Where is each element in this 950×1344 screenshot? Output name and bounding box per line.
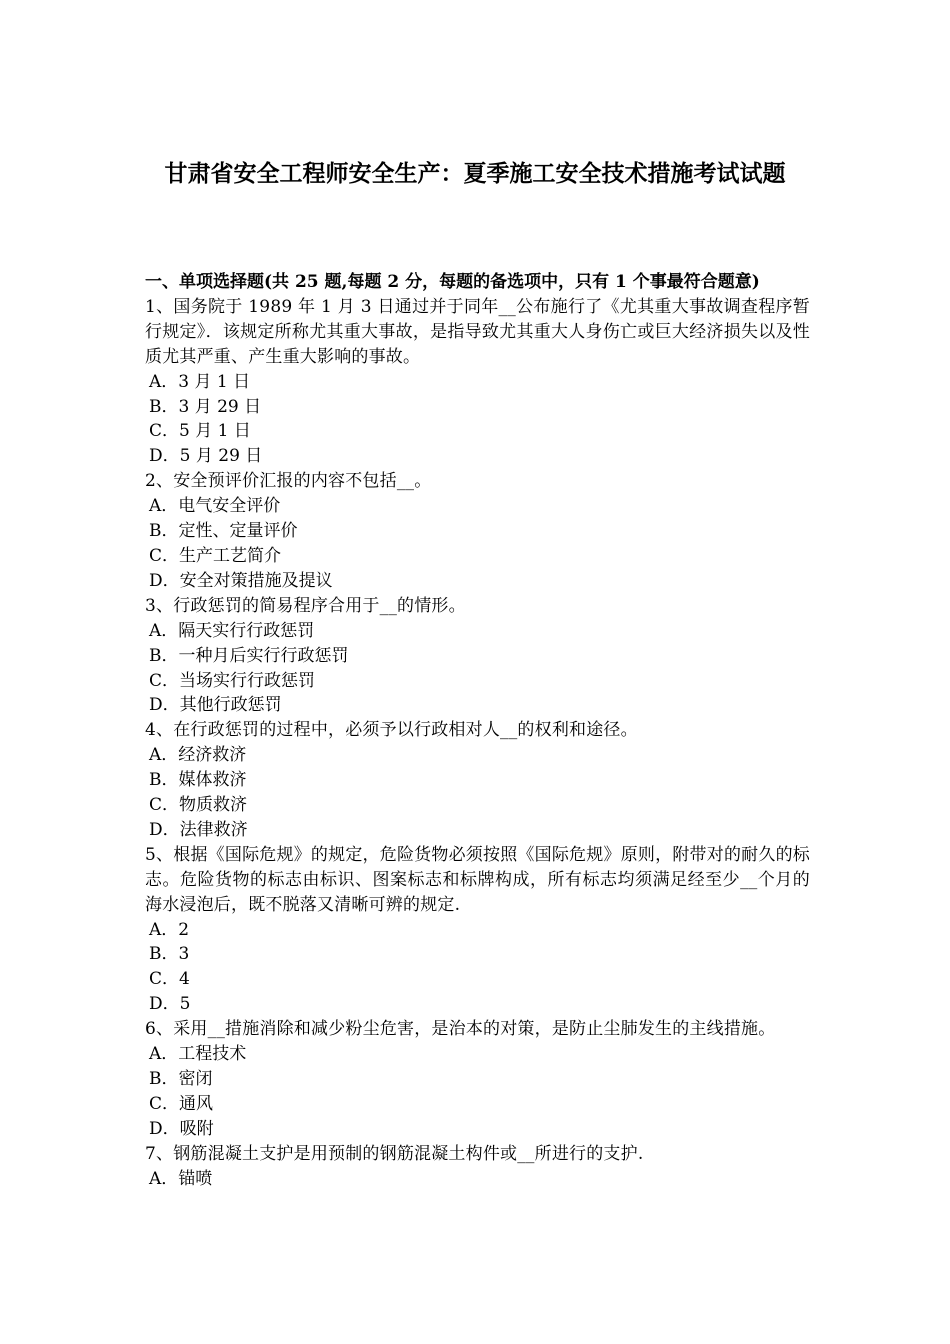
question-text: 5、根据《国际危规》的规定，危险货物必须按照《国际危规》原则，附带对的耐久的标志。危险货物的标志由标识、图案标志和标牌构成，所有标志均须满足经至少__个月的海水浸泡后，既不脱落又清晰可辨的规定. [145,844,810,915]
option-item: B．3 月 29 日 [149,396,262,417]
section-heading: 一、单项选择题(共 25 题,每题 2 分，每题的备选项中，只有 1 个事最符合题意) [145,272,760,292]
option-item: A．锚喷 [149,1168,213,1189]
question-text: 3、行政惩罚的简易程序合用于__的情形。 [145,595,466,616]
option-item: A．工程技术 [149,1044,247,1065]
option-item: C．5 月 1 日 [149,421,251,442]
option-item: A．2 [149,919,190,940]
option-item: B．媒体救济 [149,770,247,791]
option-item: A．隔天实行行政惩罚 [149,620,315,641]
option-item: B．3 [149,944,190,965]
question-text: 6、采用__措施消除和减少粉尘危害，是治本的对策，是防止尘肺发生的主线措施。 [145,1019,776,1040]
option-item: C．4 [149,969,190,990]
option-item: B．定性、定量评价 [149,521,298,542]
option-item: D．安全对策措施及提议 [149,570,333,591]
option-item: C．生产工艺简介 [149,545,282,566]
option-item: D．吸附 [149,1118,214,1139]
option-item: D．5 月 29 日 [149,446,263,467]
option-item: C．当场实行行政惩罚 [149,670,316,691]
option-item: D．5 [149,994,191,1015]
question-text: 1、国务院于 1989 年 1 月 3 日通过并于同年__公布施行了《尤其重大事故调查程序暂行规定》．该规定所称尤其重大事故，是指导致尤其重大人身伤亡或巨大经济损失以及性质尤其严重、产生重大影响的事故。 [145,296,810,367]
document-body [145,270,810,1192]
option-item: B．密闭 [149,1069,213,1089]
option-item: D．法律救济 [149,819,248,840]
option-item: A．电气安全评价 [149,496,281,517]
option-item: C．物质救济 [149,795,248,816]
option-item: A．经济救济 [149,745,247,766]
option-item: B．一种月后实行行政惩罚 [149,645,349,666]
option-item: A．3 月 1 日 [149,371,251,392]
question-text: 2、安全预评价汇报的内容不包括__。 [145,471,432,492]
document-title: 甘肃省安全工程师安全生产：夏季施工安全技术措施考试试题 [164,160,786,187]
option-item: D．其他行政惩罚 [149,695,282,716]
option-item: C．通风 [149,1093,214,1114]
question-text: 7、钢筋混凝土支护是用预制的钢筋混凝土构件或__所进行的支护. [145,1143,644,1164]
question-text: 4、在行政惩罚的过程中，必须予以行政相对人__的权利和途径。 [145,720,638,741]
